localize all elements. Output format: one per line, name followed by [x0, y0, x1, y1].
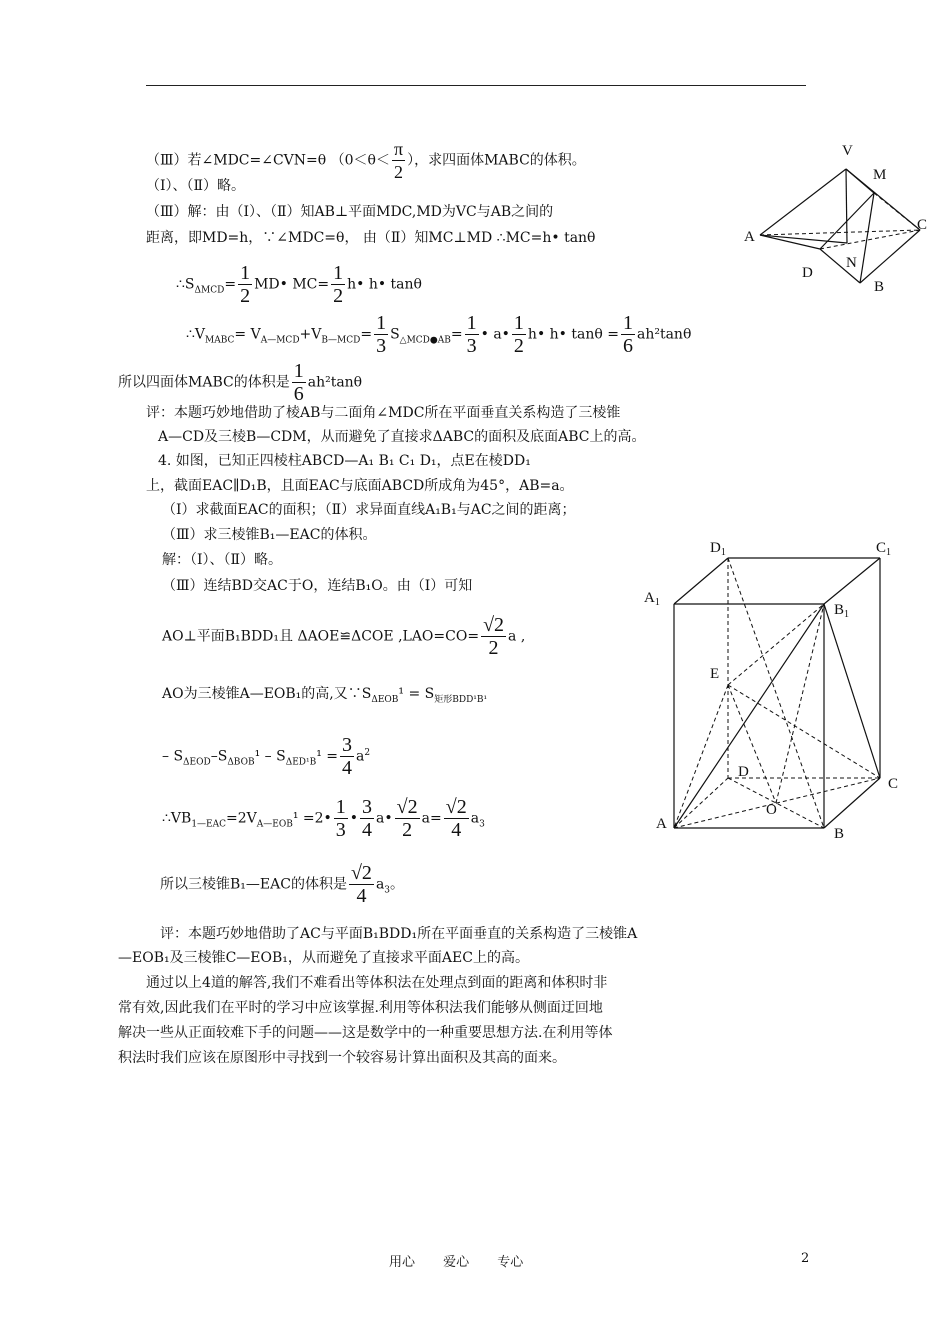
header-rule: [146, 85, 806, 86]
label-B1: $B_1$: [834, 602, 850, 620]
label-B: B: [834, 826, 845, 842]
text-line: （Ⅲ）求三棱锥B₁—EAC的体积。: [162, 527, 377, 543]
text-line: 距离，即MD=h，∵∠MDC=θ， 由（Ⅱ）知MC⊥MD ∴MC=h• tanθ: [146, 230, 596, 246]
text-line: （Ⅰ）、（Ⅱ）略。: [146, 178, 246, 194]
label-A: A: [656, 816, 667, 832]
text-line: （Ⅲ）连结BD交AC于O，连结B₁O。由（Ⅰ）可知: [162, 578, 473, 594]
formula-line: $\therefore VB_{1—EAC}=2V_{A—EOB}^1$ =2• $\frac{1}{3}$ • $\frac{3}{4}$ a• $\frac{√2}{2}$ a= $\frac{√2}{4}$ $a_3$: [162, 796, 485, 841]
text-line: 上，截面EAC∥D₁B，且面EAC与底面ABCD所成角为45°，AB=a。: [146, 478, 574, 494]
label-C: C: [888, 776, 899, 792]
label-C1: $C_1$: [876, 540, 892, 558]
text-line: 评：本题巧妙地借助了棱AB与二面角∠MDC所在平面垂直关系构造了三棱锥: [146, 405, 621, 421]
label-N: N: [846, 255, 857, 271]
text-line: 解决一些从正面较难下手的问题——这是数学中的一种重要思想方法.在利用等体: [118, 1025, 613, 1041]
label-V: V: [842, 143, 853, 159]
text-line: 解：（Ⅰ）、（Ⅱ）略。: [162, 552, 283, 568]
prism-figure: [636, 530, 916, 850]
formula-line: $\therefore S_{\Delta MCD}=$ $\frac{1}{2}$ MD• MC= $\frac{1}{2}$ h• h• tanθ: [176, 262, 422, 307]
label-D1: $D_1$: [710, 540, 726, 558]
text-line: （Ⅲ）解：由（Ⅰ）、（Ⅱ）知AB⊥平面MDC,MD为VC与AB之间的: [146, 204, 554, 220]
text-line: 常有效,因此我们在平时的学习中应该掌握.利用等体积法我们能够从侧面迂回地: [118, 1000, 603, 1016]
footer: 用心 爱心 专心: [389, 1255, 524, 1270]
text-line: —EOB₁及三棱锥C—EOB₁，从而避免了直接求平面AEC上的高。: [118, 950, 529, 966]
formula-line: AO⊥平面B₁BDD₁且 ΔAOE≌ΔCOE ,LAO=CO= $\frac{√2}{2}$ a ,: [162, 614, 526, 659]
text-line: 积法时我们应该在原图形中寻找到一个较容易计算出面积及其高的面来。: [118, 1050, 566, 1066]
text-line: 所以四面体MABC的体积是 $\frac{1}{6}$ ah²tanθ: [118, 360, 363, 405]
label-B: B: [874, 279, 885, 295]
label-O: O: [766, 802, 777, 818]
label-C: C: [917, 217, 928, 233]
formula-line: AO为三棱锥A—EOB₁的高,又$\because S_{\Delta EOB}^1 = S_{矩形BDD^1B^1}$: [162, 686, 488, 705]
text-line: （Ⅲ）若∠MDC=∠CVN=θ （0＜θ＜ $\frac{\pi}{2}$ ），求四面体MABC的体积。: [146, 139, 586, 182]
label-E: E: [710, 666, 720, 682]
text-line: A—CD及三棱B—CDM，从而避免了直接求ΔABC的面积及底面ABC上的高。: [158, 429, 646, 445]
tetrahedron-figure: [740, 135, 940, 295]
page-number: 2: [801, 1251, 810, 1266]
text-line: 评：本题巧妙地借助了AC与平面B₁BDD₁所在平面垂直的关系构造了三棱锥A: [160, 926, 638, 942]
text-line: （Ⅰ）求截面EAC的面积；（Ⅱ）求异面直线A₁B₁与AC之间的距离；: [162, 502, 576, 518]
formula-line: – $S_{\Delta EOD}-S_{\Delta BOB}^1 - S_{\Delta ED^1B}^1$ = $\frac{3}{4}$ $a^2$: [162, 734, 371, 779]
text-line: 通过以上4道的解答,我们不难看出等体积法在处理点到面的距离和体积时非: [146, 975, 608, 991]
label-M: M: [873, 167, 887, 183]
formula-line: $\therefore V_{MABC}= V_{A—MCD}+V_{B—MCD}=$ $\frac{1}{3}$ $S_{\triangle MCD●AB}=$ $\frac{1}{3}$ • a• $\frac{1}{2}$ h• h• tanθ = $\frac{1}{6}$ ah²tanθ: [186, 312, 692, 357]
label-D: D: [738, 764, 749, 780]
label-D: D: [802, 265, 813, 281]
label-A: A: [744, 229, 755, 245]
text-line: 4. 如图，已知正四棱柱ABCD—A₁ B₁ C₁ D₁，点E在棱DD₁: [158, 453, 531, 469]
formula-line: 所以三棱锥B₁—EAC的体积是 $\frac{√2}{4}$ $a_3$。: [160, 862, 405, 907]
label-A1: $A_1$: [644, 590, 660, 608]
